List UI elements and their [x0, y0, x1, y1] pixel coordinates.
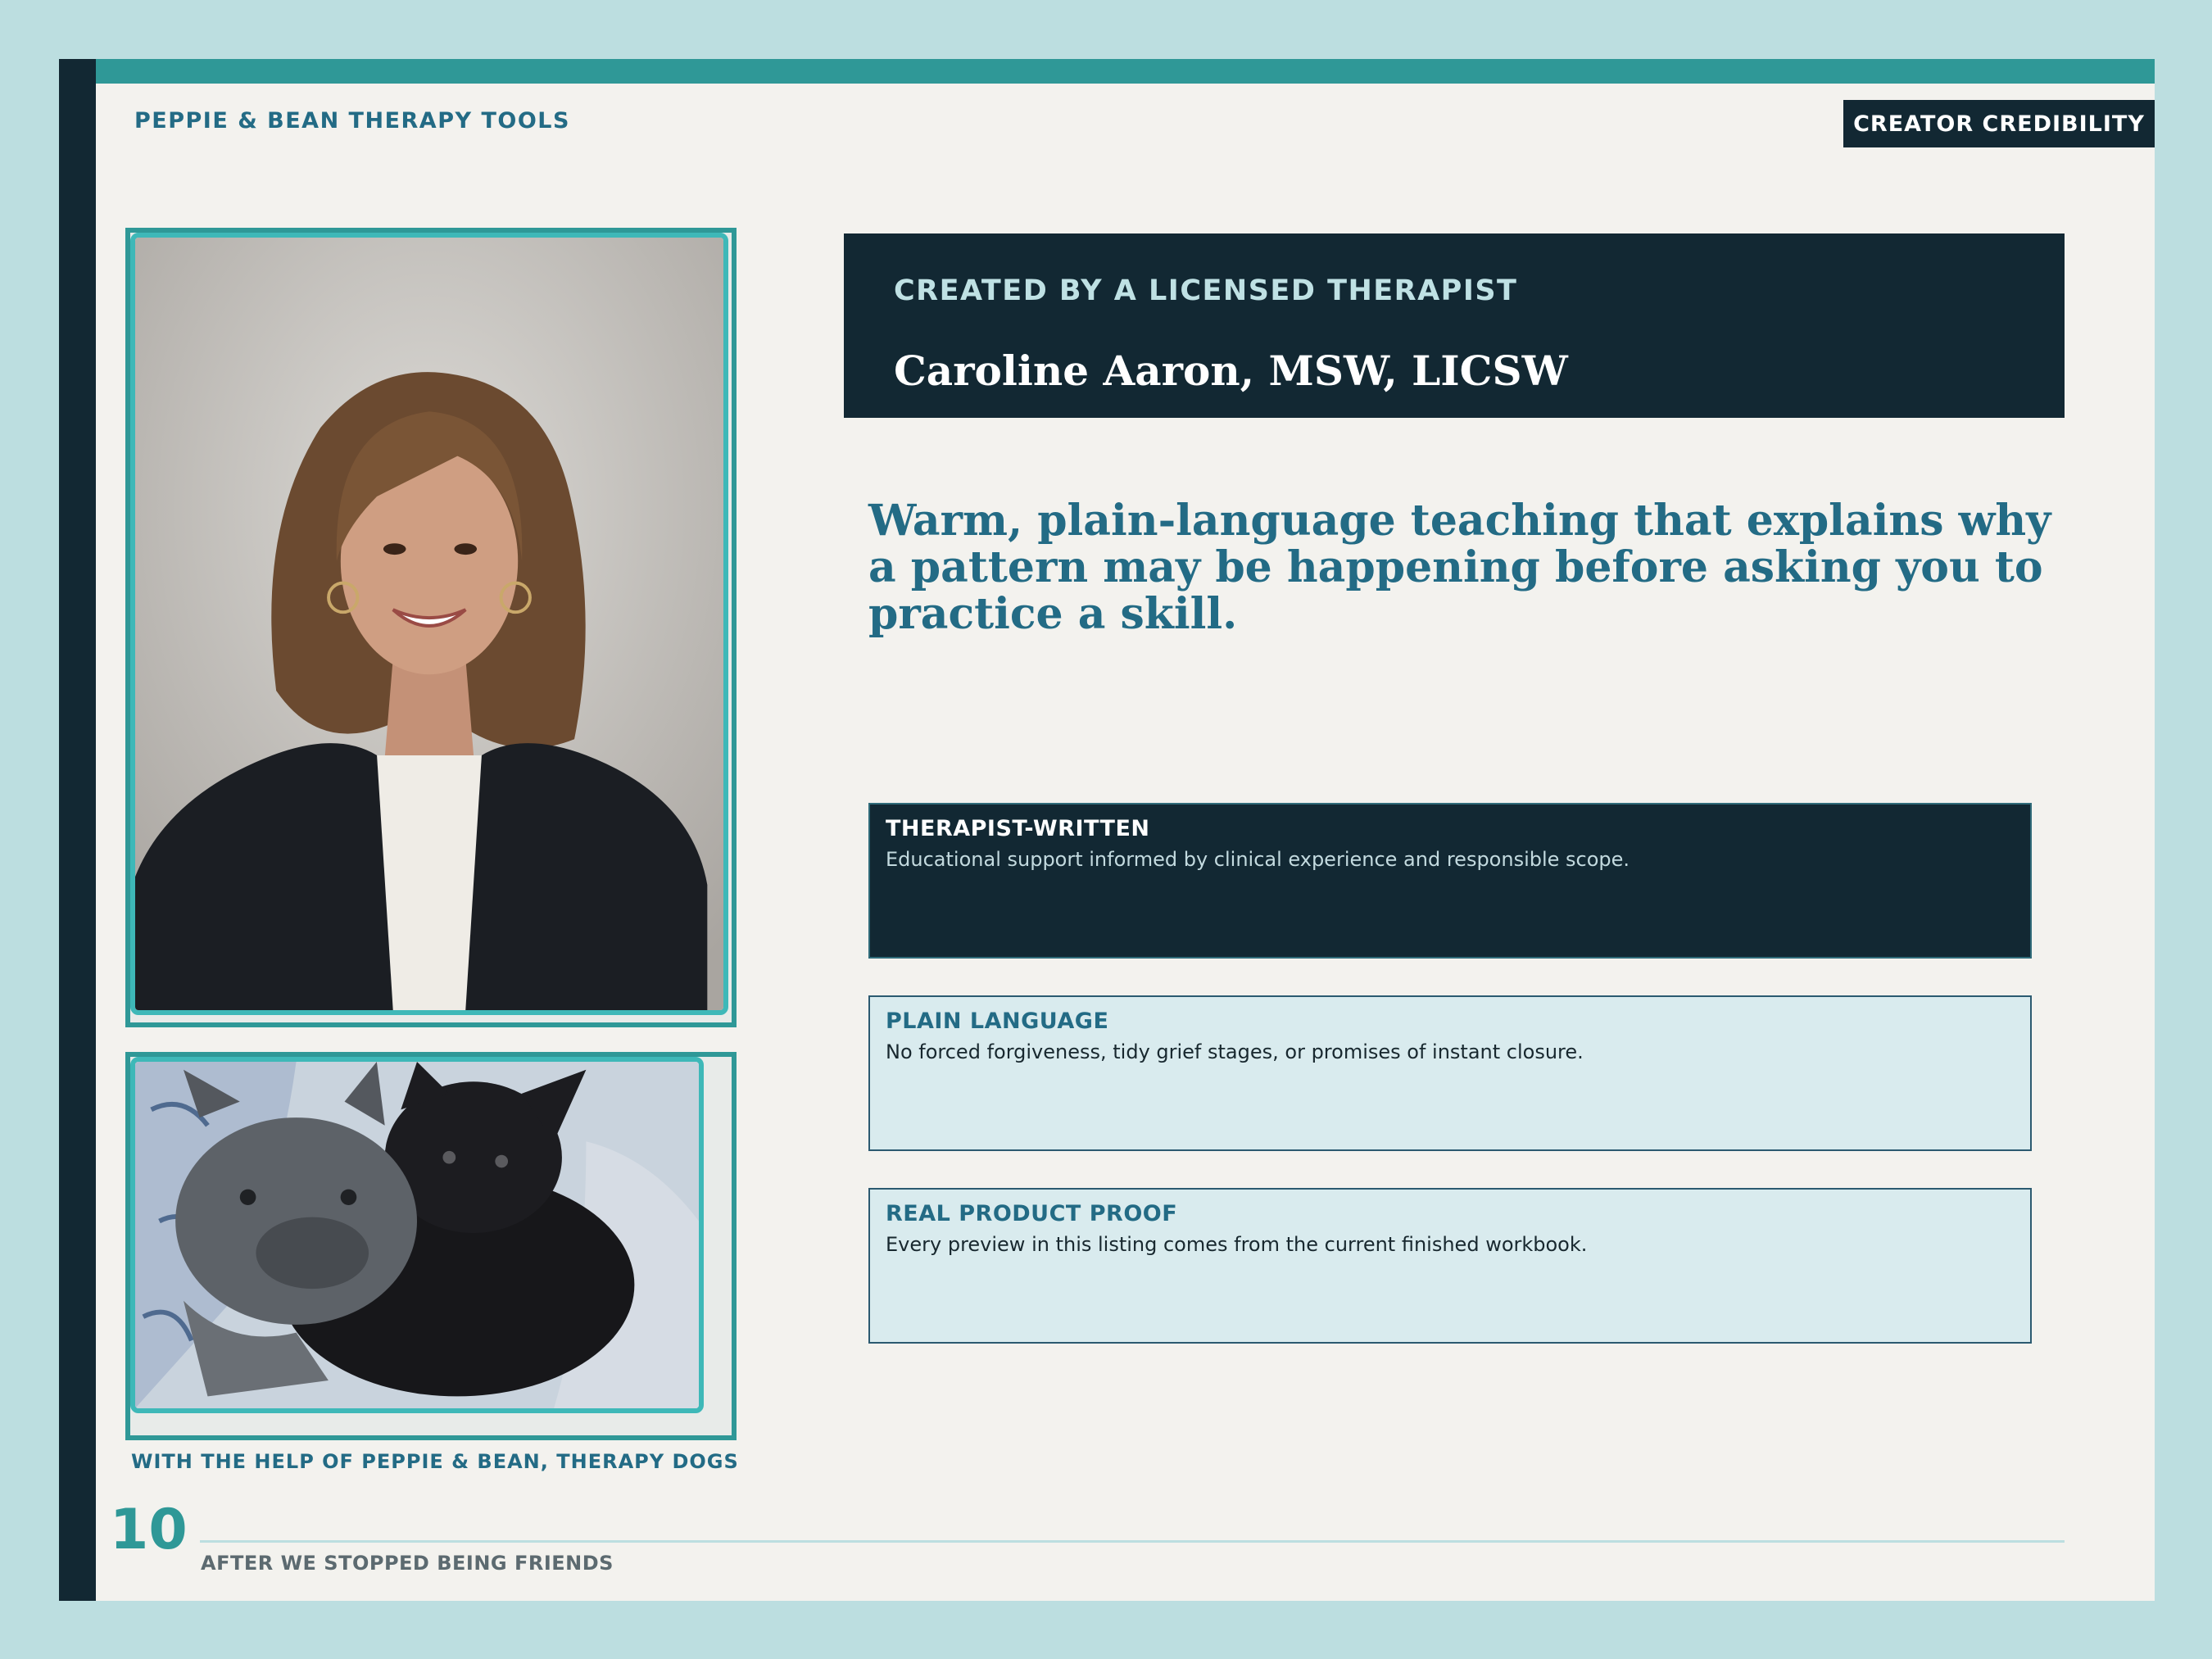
- dogs-caption: WITH THE HELP OF PEPPIE & BEAN, THERAPY DOGS: [131, 1450, 739, 1473]
- feature-card-body: No forced forgiveness, tidy grief stages, or promises of instant closure.: [886, 1040, 1584, 1063]
- feature-card-title: THERAPIST-WRITTEN: [886, 816, 1150, 841]
- creator-title-block: [844, 233, 2065, 418]
- feature-card-plain-language: [868, 995, 2032, 1151]
- page-top-bar: [96, 59, 2155, 84]
- book-title: AFTER WE STOPPED BEING FRIENDS: [201, 1552, 614, 1575]
- dogs-image: [135, 1062, 699, 1408]
- dogs-photo: [130, 1057, 704, 1413]
- creator-name: Caroline Aaron, MSW, LICSW: [894, 347, 1568, 395]
- creator-eyebrow: CREATED BY A LICENSED THERAPIST: [894, 274, 1518, 307]
- tagline: Warm, plain-language teaching that explains why a pattern may be happening before asking you to practice a skill.: [868, 496, 2051, 639]
- feature-card-title: REAL PRODUCT PROOF: [886, 1201, 1178, 1226]
- portrait-image: [135, 238, 723, 1010]
- page: [59, 59, 2155, 1601]
- page-number: 10: [110, 1498, 188, 1562]
- feature-card-body: Educational support informed by clinical experience and responsible scope.: [886, 848, 1630, 871]
- feature-card-title: PLAIN LANGUAGE: [886, 1009, 1109, 1034]
- feature-card-therapist-written: [868, 803, 2032, 959]
- brand-label: PEPPIE & BEAN THERAPY TOOLS: [134, 108, 570, 134]
- feature-card-real-product-proof: [868, 1188, 2032, 1344]
- portrait-photo: [130, 233, 728, 1015]
- section-tag: CREATOR CREDIBILITY: [1843, 100, 2155, 147]
- page-sidebar-bar: [59, 59, 96, 1601]
- portrait-photo-frame: [125, 228, 737, 1027]
- dogs-photo-frame: [125, 1052, 737, 1440]
- footer-divider: [200, 1540, 2065, 1543]
- feature-card-body: Every preview in this listing comes from the current finished workbook.: [886, 1233, 1588, 1256]
